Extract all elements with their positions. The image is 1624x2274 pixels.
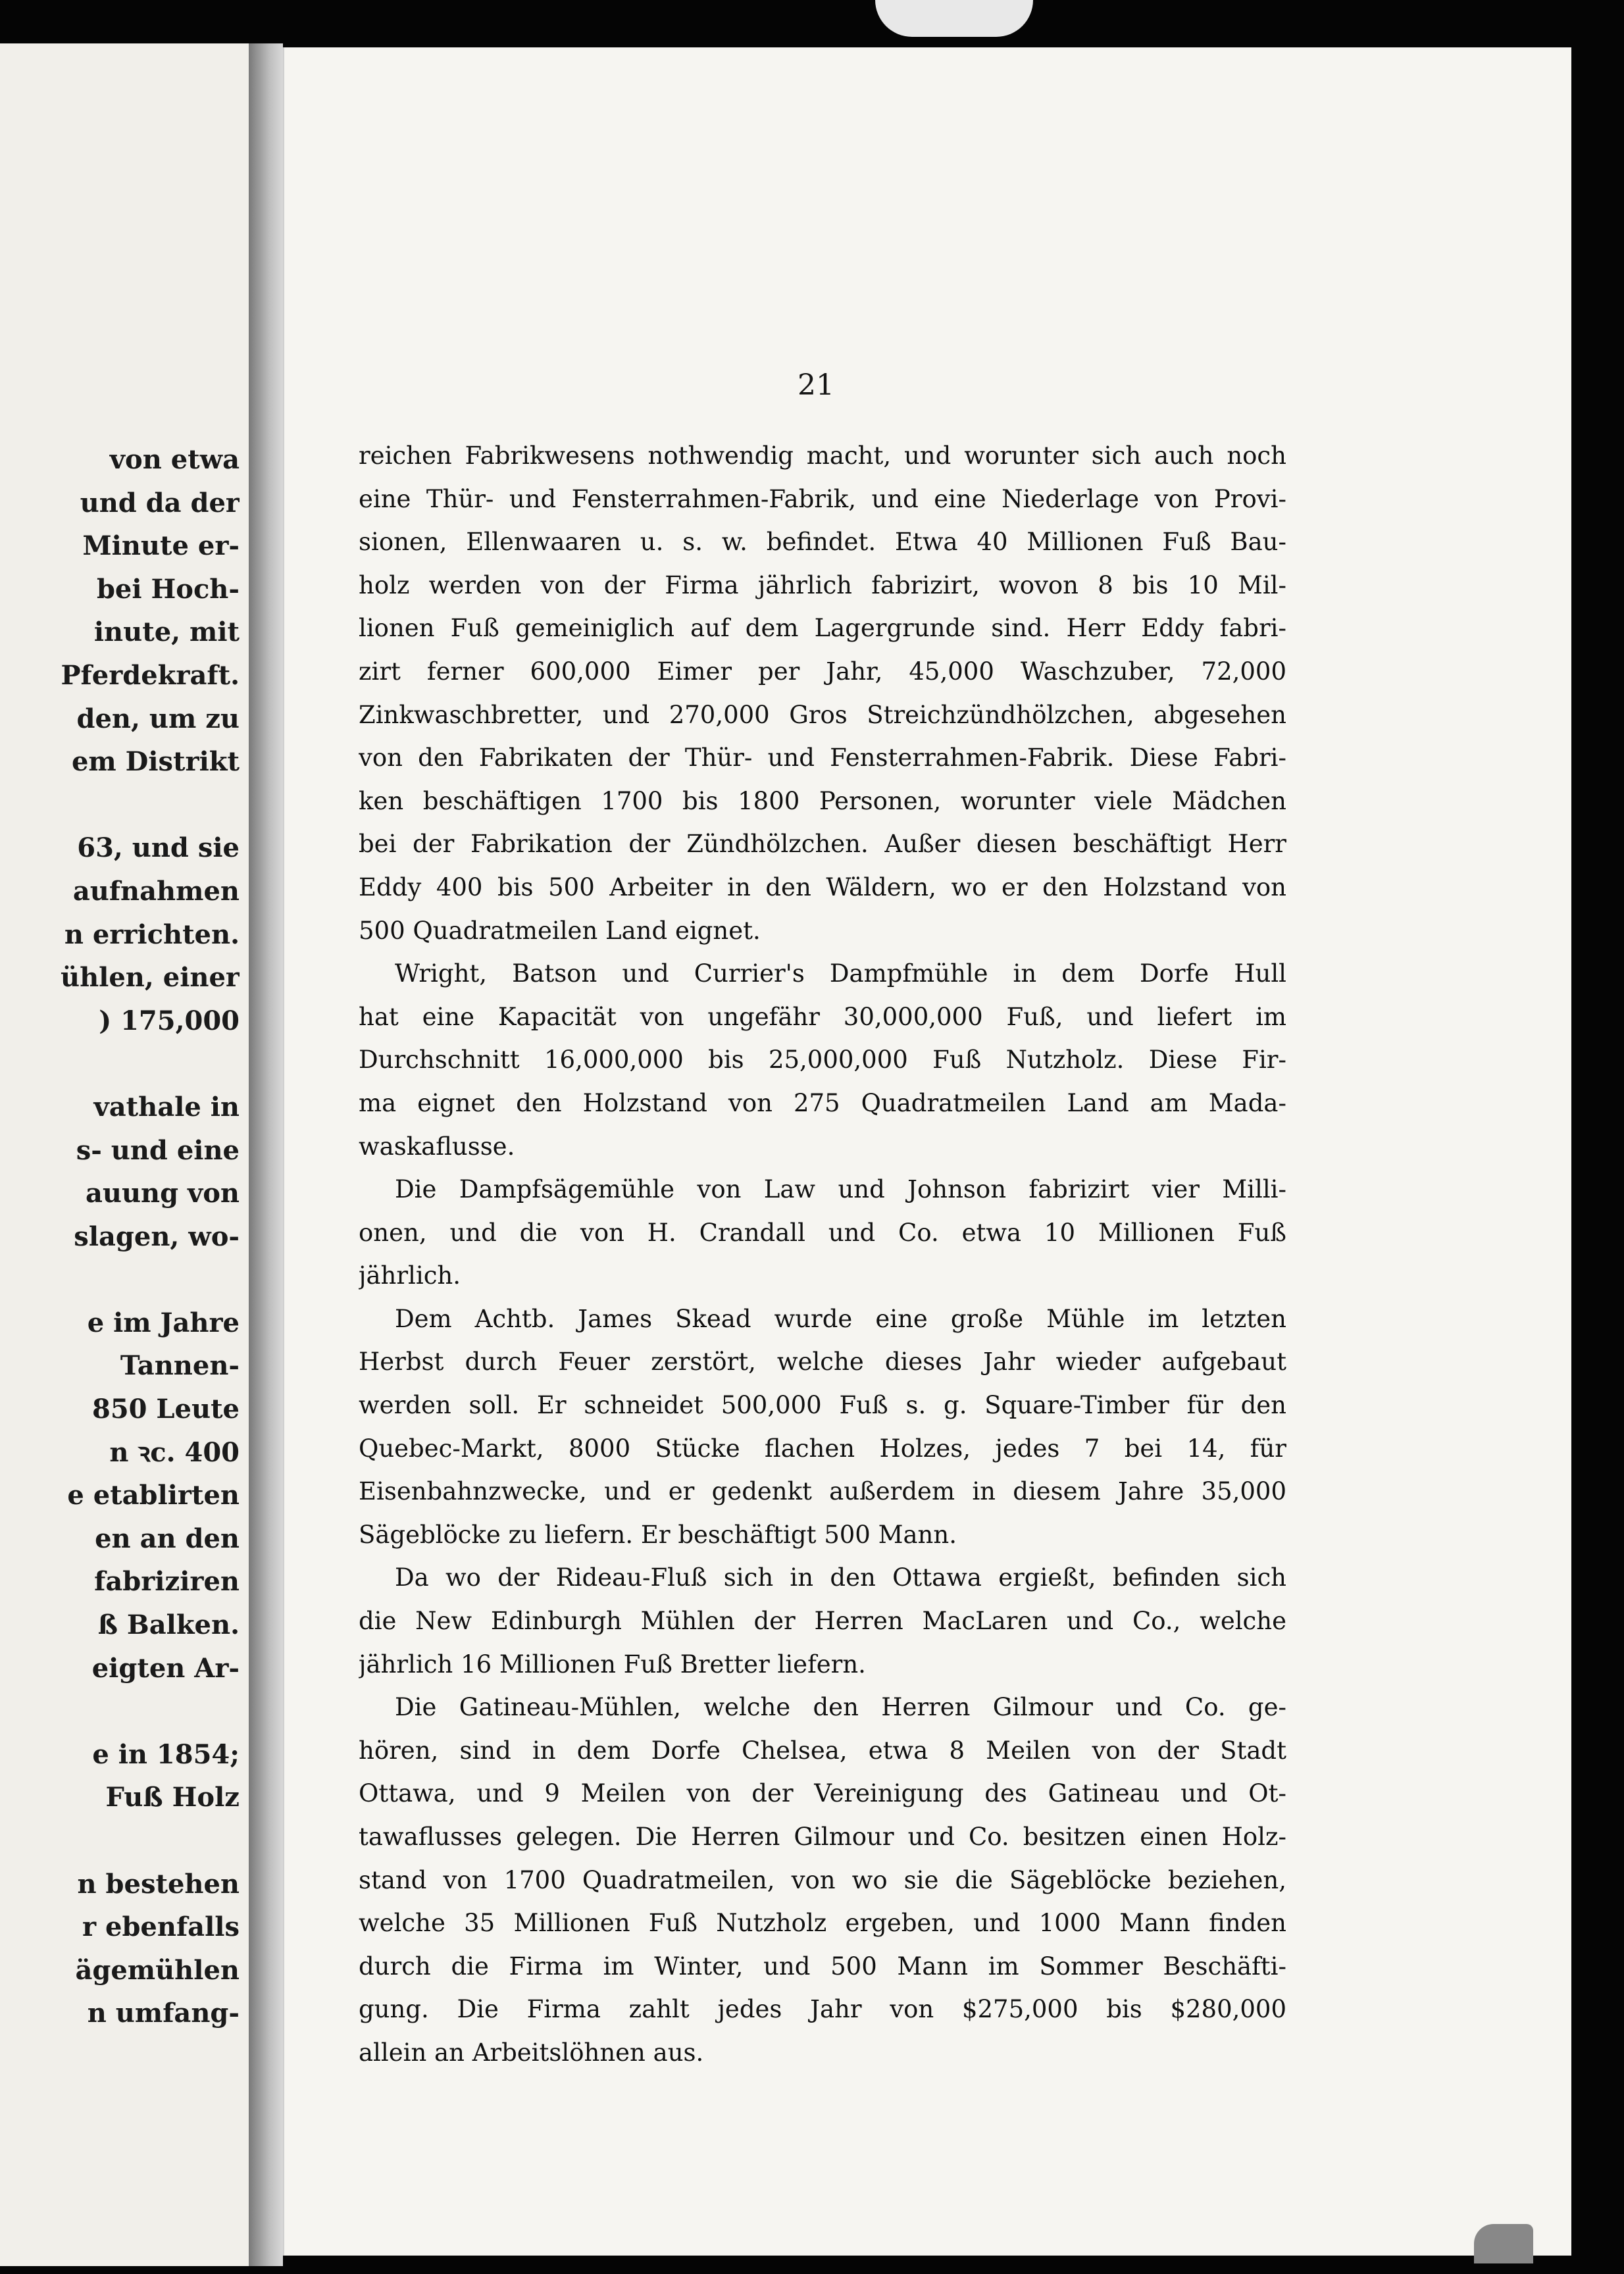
text-line: eine Thür- und Fensterrahmen-Fabrik, und eine Niederlage von Provi- bbox=[359, 484, 1286, 513]
text-line: Wright, Batson und Currier's Dampfmühle in dem Dorfe Hull bbox=[395, 959, 1286, 988]
text-line: von den Fabrikaten der Thür- und Fensterrahmen-Fabrik. Diese Fabri- bbox=[359, 744, 1286, 772]
previous-page-line: s- und eine bbox=[76, 1134, 240, 1166]
text-line: hat eine Kapacität von ungefähr 30,000,000 Fuß, und liefert im bbox=[359, 1002, 1286, 1031]
previous-page-line: e im Jahre bbox=[87, 1307, 240, 1338]
previous-page-line: eigten Ar- bbox=[91, 1652, 240, 1684]
previous-page-line: Pferdekraft. bbox=[61, 659, 240, 691]
text-line: Durchschnitt 16,000,000 bis 25,000,000 Fuß Nutzholz. Diese Fir- bbox=[359, 1046, 1286, 1074]
text-line: Die Dampfsägemühle von Law und Johnson fabrizirt vier Milli- bbox=[395, 1175, 1286, 1204]
previous-page-line: 850 Leute bbox=[91, 1394, 240, 1425]
page-number: 21 bbox=[798, 368, 834, 402]
previous-page-line: ühlen, einer bbox=[61, 962, 240, 994]
text-line: Eisenbahnzwecke, und er gedenkt außerdem in diesem Jahre 35,000 bbox=[359, 1477, 1286, 1506]
text-line: Zinkwaschbretter, und 270,000 Gros Streichzündhölzchen, abgesehen bbox=[359, 700, 1286, 729]
text-line: durch die Firma im Winter, und 500 Mann im Sommer Beschäfti- bbox=[359, 1952, 1286, 1981]
previous-page-line: Tannen- bbox=[120, 1350, 240, 1382]
previous-page-line: aufnahmen bbox=[72, 875, 240, 907]
text-line: zirt ferner 600,000 Eimer per Jahr, 45,000 Waschzuber, 72,000 bbox=[359, 657, 1286, 686]
text-line: bei der Fabrikation der Zündhölzchen. Außer diesen beschäftigt Herr bbox=[359, 830, 1286, 859]
text-line: gung. Die Firma zahlt jedes Jahr von $275,000 bis $280,000 bbox=[359, 1995, 1286, 2024]
previous-page-line: em Distrikt bbox=[71, 746, 240, 778]
text-line: die New Edinburgh Mühlen der Herren MacLaren und Co., welche bbox=[359, 1607, 1286, 1636]
text-line: ma eignet den Holzstand von 275 Quadratmeilen Land am Mada- bbox=[359, 1088, 1286, 1117]
text-line: jährlich. bbox=[359, 1261, 461, 1290]
text-line: waskaflusse. bbox=[359, 1132, 515, 1161]
text-line: Quebec-Markt, 8000 Stücke flachen Holzes, jedes 7 bei 14, für bbox=[359, 1434, 1286, 1463]
previous-page-line: n errichten. bbox=[64, 919, 240, 950]
text-line: reichen Fabrikwesens nothwendig macht, und worunter sich auch noch bbox=[359, 442, 1286, 470]
text-line: onen, und die von H. Crandall und Co. etwa 10 Millionen Fuß bbox=[359, 1218, 1286, 1247]
text-line: Ottawa, und 9 Meilen von der Vereinigung des Gatineau und Ot- bbox=[359, 1779, 1286, 1808]
previous-page-line: n bestehen bbox=[77, 1868, 240, 1900]
text-line: ken beschäftigen 1700 bis 1800 Personen, worunter viele Mädchen bbox=[359, 786, 1286, 815]
text-line: stand von 1700 Quadratmeilen, von wo sie die Sägeblöcke beziehen, bbox=[359, 1865, 1286, 1894]
previous-page-line: auung von bbox=[85, 1178, 240, 1209]
previous-page-line: und da der bbox=[80, 487, 240, 518]
text-line: allein an Arbeitslöhnen aus. bbox=[359, 2038, 704, 2067]
previous-page-line: 63, und sie bbox=[77, 832, 240, 864]
previous-page-line: ägemühlen bbox=[75, 1954, 240, 1986]
text-line: Eddy 400 bis 500 Arbeiter in den Wäldern, wo er den Holzstand von bbox=[359, 872, 1286, 901]
text-line: hören, sind in dem Dorfe Chelsea, etwa 8 Meilen von der Stadt bbox=[359, 1736, 1286, 1765]
page-corner-damage bbox=[1474, 2224, 1533, 2263]
previous-page-line: von etwa bbox=[109, 444, 240, 475]
previous-page-line bbox=[0, 1258, 240, 1301]
previous-page-line: n umfang- bbox=[87, 1998, 240, 2029]
previous-page-fragment bbox=[0, 43, 249, 2266]
text-line: jährlich 16 Millionen Fuß Bretter liefern. bbox=[359, 1650, 866, 1679]
previous-page-text bbox=[0, 438, 240, 2035]
text-line: Dem Achtb. James Skead wurde eine große Mühle im letzten bbox=[395, 1304, 1286, 1333]
text-line: Herbst durch Feuer zerstört, welche dieses Jahr wieder aufgebaut bbox=[359, 1348, 1286, 1377]
previous-page-line: e etablirten bbox=[67, 1480, 240, 1511]
previous-page-line: Fuß Holz bbox=[105, 1782, 240, 1813]
previous-page-line: ) 175,000 bbox=[99, 1005, 240, 1036]
previous-page-line: fabriziren bbox=[94, 1566, 240, 1598]
previous-page-line: ß Balken. bbox=[97, 1609, 240, 1641]
previous-page-line: vathale in bbox=[93, 1091, 240, 1123]
previous-page-line: e in 1854; bbox=[92, 1738, 240, 1770]
text-line: holz werden von der Firma jährlich fabrizirt, wovon 8 bis 10 Mil- bbox=[359, 570, 1286, 599]
previous-page-line: n ꝛc. 400 bbox=[109, 1436, 240, 1468]
text-line: Da wo der Rideau-Fluß sich in den Ottawa ergießt, befinden sich bbox=[395, 1563, 1286, 1592]
text-line: tawaflusses gelegen. Die Herren Gilmour und Co. besitzen einen Holz- bbox=[359, 1823, 1286, 1851]
previous-page-line: inute, mit bbox=[93, 617, 240, 648]
previous-page-line bbox=[0, 1042, 240, 1086]
previous-page-line bbox=[0, 784, 240, 827]
previous-page-line: den, um zu bbox=[76, 703, 240, 734]
text-line: Sägeblöcke zu liefern. Er beschäftigt 500 Mann. bbox=[359, 1520, 957, 1549]
book-gutter bbox=[249, 43, 283, 2266]
previous-page-line: en an den bbox=[95, 1523, 240, 1554]
text-line: welche 35 Millionen Fuß Nutzholz ergeben, und 1000 Mann finden bbox=[359, 1909, 1286, 1938]
page-body-text bbox=[359, 434, 1286, 2075]
torn-paper-edge bbox=[875, 0, 1033, 37]
text-line: sionen, Ellenwaaren u. s. w. befindet. Etwa 40 Millionen Fuß Bau- bbox=[359, 528, 1286, 557]
previous-page-line: slagen, wo- bbox=[74, 1221, 240, 1252]
text-line: lionen Fuß gemeiniglich auf dem Lagergrunde sind. Herr Eddy fabri- bbox=[359, 614, 1286, 643]
previous-page-line: bei Hoch- bbox=[96, 573, 240, 605]
previous-page-line: r ebenfalls bbox=[82, 1911, 240, 1943]
previous-page-line: Minute er- bbox=[82, 530, 240, 562]
text-line: 500 Quadratmeilen Land eignet. bbox=[359, 916, 761, 945]
text-line: werden soll. Er schneidet 500,000 Fuß s. g. Square-Timber für den bbox=[359, 1391, 1286, 1420]
previous-page-line bbox=[0, 1819, 240, 1863]
previous-page-line bbox=[0, 1690, 240, 1733]
text-line: Die Gatineau-Mühlen, welche den Herren Gilmour und Co. ge- bbox=[395, 1693, 1286, 1722]
